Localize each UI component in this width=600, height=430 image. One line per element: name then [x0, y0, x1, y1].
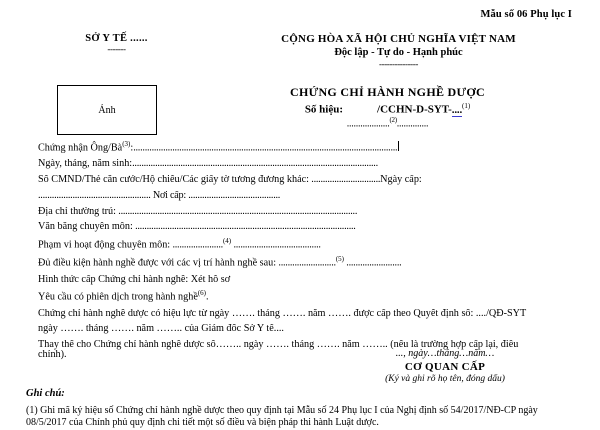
- field-date-of-birth-dots: ...........................................................................................................: [132, 159, 378, 170]
- field-id-document: [38, 175, 566, 185]
- field-date-of-birth: [38, 159, 566, 169]
- certificate-number-blank: ....: [451, 103, 462, 116]
- motto-rule: ---------------: [379, 59, 418, 69]
- field-eligible-positions-label: Đủ điều kiện hành nghề được với các vị trí hành nghề sau:: [38, 257, 277, 269]
- certificate-body: [38, 141, 566, 366]
- field-scope-of-practice-label: Phạm vi hoạt động chuyên môn:: [38, 239, 171, 251]
- photo-placeholder-label: Ảnh: [98, 104, 116, 116]
- replacement-text-1: Thay thế cho Chứng chỉ hành nghề dược số…….. ngày ……. tháng ……. năm …….. (nếu là trường hợp cấp lại, điều: [38, 340, 519, 351]
- issuing-department-block: [0, 33, 215, 54]
- signature-dateline: ..., ngày…tháng…năm…: [395, 348, 495, 359]
- field-scope-of-practice: [38, 238, 566, 251]
- certificate-number-dotted-line: [190, 116, 585, 129]
- national-heading-block: [215, 33, 600, 69]
- footnote-ref-1: (1): [462, 102, 471, 110]
- footnote-ref-6: (6): [197, 290, 207, 298]
- field-scope-dots-2: ......................................: [231, 239, 321, 251]
- field-permanent-address-label: Địa chỉ thường trú:: [38, 206, 116, 217]
- field-interpreter-period: .: [206, 291, 209, 303]
- footnote-ref-2: (2): [389, 115, 397, 124]
- field-id-document-dots: ..............................: [308, 174, 381, 185]
- validity-text-1: Chứng chỉ hành nghề dược có hiệu lực từ ngày ……. tháng ……. năm ……. được cấp theo Quyết định số: ..../QĐ-SYT: [38, 308, 527, 319]
- field-eligible-dots-1: .........................: [276, 257, 336, 269]
- field-full-name-dots: ...................................................................................................................: [133, 142, 398, 154]
- issuing-department-name: SỞ Y TẾ ......: [85, 33, 148, 44]
- footnote-ref-5: (5): [335, 256, 344, 264]
- certificate-title: CHỨNG CHỈ HÀNH NGHỀ DƯỢC: [290, 85, 485, 99]
- field-id-issue-place: [38, 191, 566, 201]
- dots-before-footnote-2: ...................: [346, 117, 390, 129]
- national-motto: Độc lập - Tự do - Hạnh phúc: [334, 47, 463, 58]
- footnote-ref-4: (4): [222, 238, 232, 246]
- signature-block: [330, 348, 560, 384]
- form-number: Mẫu số 06 Phụ lục I: [480, 9, 572, 20]
- footnote-ref-3: (3): [122, 141, 131, 148]
- field-id-issue-place-dots: ................................................. Nơi cấp: ........................................: [38, 190, 281, 201]
- field-eligible-positions: [38, 256, 566, 269]
- field-scope-dots-1: ......................: [170, 239, 223, 251]
- field-date-of-birth-label: Ngày, tháng, năm sinh:: [38, 159, 133, 170]
- field-professional-degree-label: Văn bằng chuyên môn:: [38, 222, 133, 233]
- replacement-text-2: chỉnh).: [38, 350, 67, 361]
- field-full-name-label: Chứng nhận Ông/Bà: [38, 142, 123, 154]
- document-header: [0, 33, 600, 69]
- field-id-document-label: Số CMND/Thẻ căn cước/Hộ chiếu/Các giấy tờ tương đương khác:: [38, 174, 309, 185]
- certificate-title-block: [190, 85, 585, 129]
- field-interpreter-requirement-label: Yêu cầu có phiên dịch trong hành nghề: [38, 291, 198, 303]
- certificate-number-label: Số hiệu:: [304, 103, 344, 116]
- field-professional-degree: [38, 222, 566, 232]
- validity-line-1: [38, 309, 566, 319]
- field-eligible-dots-2: ........................: [343, 257, 402, 269]
- certificate-number-line: [190, 102, 585, 116]
- field-professional-degree-dots: ................................................................................................: [132, 222, 356, 233]
- dots-after-footnote-2: ..............: [396, 117, 429, 129]
- field-permanent-address-dots: ........................................................................................................: [115, 206, 358, 217]
- text-cursor: [398, 141, 399, 151]
- field-issuance-form-label: Hình thức cấp Chứng chỉ hành nghề: Xét hồ sơ: [38, 274, 231, 285]
- validity-line-2: [38, 324, 566, 334]
- field-id-issue-date-label: Ngày cấp:: [380, 174, 422, 185]
- photo-placeholder-box: [57, 85, 157, 135]
- validity-text-2: ngày ……. tháng ……. năm …….. của Giám đốc Sở Y tế....: [38, 324, 284, 335]
- field-interpreter-requirement: [38, 290, 566, 303]
- certificate-number-code: /CCHN-D-SYT-: [377, 103, 452, 116]
- department-rule: -------: [107, 44, 126, 54]
- national-title: CỘNG HÒA XÃ HỘI CHỦ NGHĨA VIỆT NAM: [281, 33, 516, 45]
- field-issuance-form: [38, 275, 566, 285]
- signature-instruction: (Ký và ghi rõ họ tên, đóng dấu): [385, 374, 505, 384]
- footnotes-block: [26, 388, 574, 429]
- field-permanent-address: [38, 207, 566, 217]
- field-full-name: [38, 141, 566, 154]
- footnotes-title: Ghi chú:: [26, 388, 65, 399]
- field-full-name-colon: :: [130, 142, 134, 154]
- issuing-agency-label: CƠ QUAN CẤP: [404, 361, 486, 373]
- footnote-item-1: (1) Ghi mã ký hiệu số Chứng chỉ hành nghề dược theo quy định tại Mẫu số 24 Phụ lục I của Nghị định số 54/2017/NĐ-CP ngày 08/5/2017 của Chính phủ quy định chi tiết một số điều và biện pháp thi hành Luật dược.: [26, 405, 538, 428]
